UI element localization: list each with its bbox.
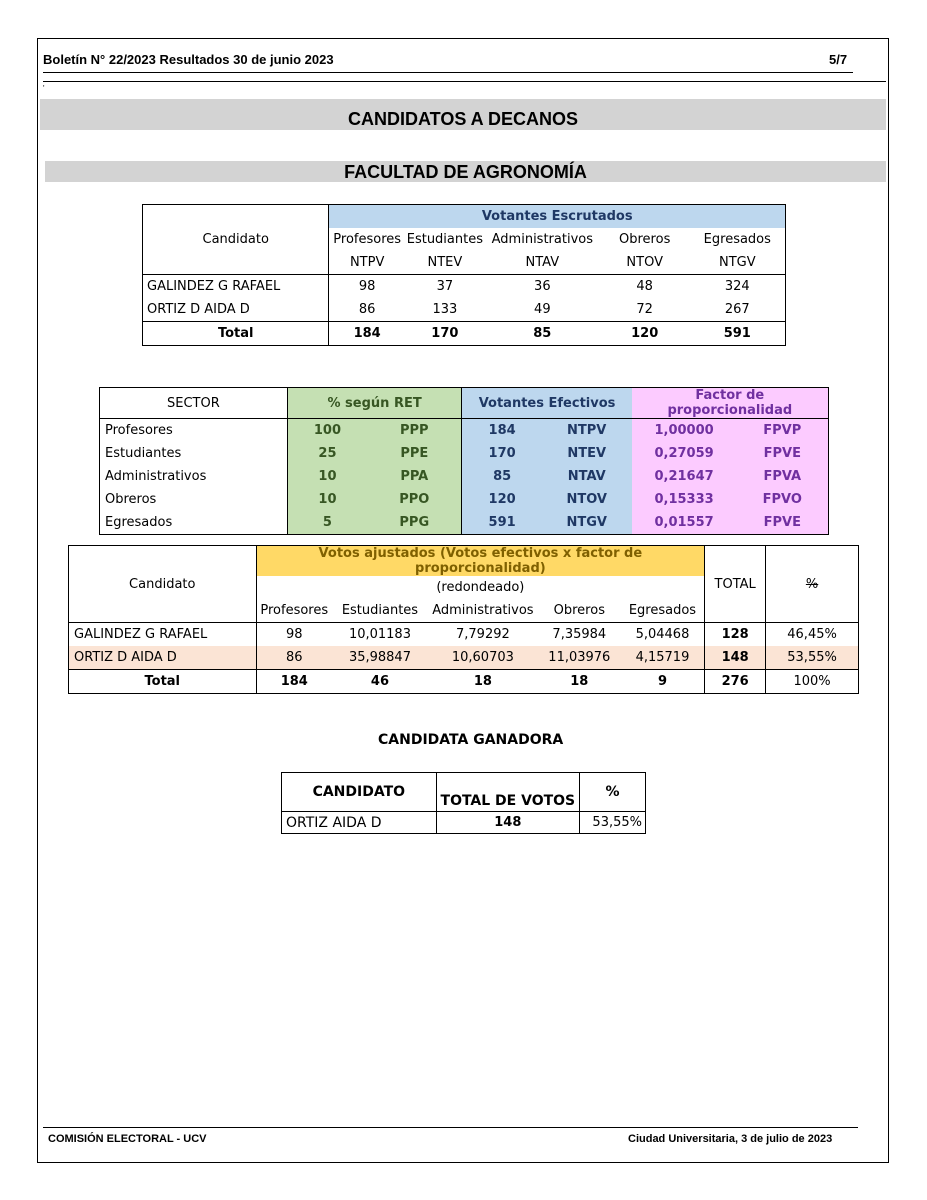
table-row [143, 275, 786, 299]
candidate-name: GALINDEZ G RAFAEL [143, 275, 329, 299]
factor-code: FPVP [737, 419, 829, 443]
factor-value: 1,00000 [632, 419, 737, 443]
winner-header-pct: % [580, 773, 646, 812]
votes-value: 591 [462, 511, 542, 535]
pct-code: PPO [367, 488, 462, 511]
row-total: 128 [705, 623, 766, 647]
table-factor-proporcionalidad [99, 387, 829, 535]
candidate-header: Candidato [129, 576, 196, 592]
cell: 7,35984 [538, 623, 621, 647]
pct-value: 100 [287, 419, 367, 443]
column-code: NTPV [329, 251, 405, 275]
header-divider-2 [43, 81, 886, 82]
votes-value: 184 [462, 419, 542, 443]
votes-code: NTGV [542, 511, 632, 535]
cell: 72 [636, 302, 653, 317]
factor-value: 0,27059 [632, 442, 737, 465]
ret-header: % según RET [287, 388, 462, 419]
factor-code: FPVA [737, 465, 829, 488]
bulletin-title: Boletín N° 22/2023 Resultados 30 de junio 2023 [43, 52, 334, 67]
cell: 48 [600, 275, 690, 299]
factor-value: 0,01557 [632, 511, 737, 535]
cell: 133 [432, 302, 458, 317]
sector-header: SECTOR [100, 388, 288, 419]
winner-votes: 148 [436, 812, 579, 834]
row-total: 148 [705, 646, 766, 670]
cell: 18 [538, 670, 621, 694]
footer-right: Ciudad Universitaria, 3 de julio de 2023 [628, 1133, 833, 1145]
winner-pct: 53,55% [580, 812, 646, 834]
cell: 5,04468 [621, 623, 705, 647]
column-header: Administrativos [432, 603, 534, 618]
votes-code: NTOV [542, 488, 632, 511]
column-header: Estudiantes [341, 603, 419, 618]
votes-value: 120 [462, 488, 542, 511]
table-votantes-escrutados [142, 204, 786, 346]
subheader: (redondeado) [256, 576, 705, 599]
cell: 267 [724, 302, 750, 317]
cell: 591 [690, 322, 786, 346]
row-pct: 53,55% [766, 646, 859, 670]
table-row [100, 511, 829, 535]
candidate-header: Candidato [202, 232, 269, 247]
pct-value: 25 [287, 442, 367, 465]
cell: 120 [600, 322, 690, 346]
column-code: NTOV [626, 255, 663, 270]
footer-left: COMISIÓN ELECTORAL - UCV [48, 1133, 207, 1145]
faculty-title: FACULTAD DE AGRONOMÍA [45, 161, 886, 182]
column-code: NTGV [718, 255, 756, 270]
votes-code: NTEV [542, 442, 632, 465]
header-divider [43, 72, 853, 73]
page-number: 5/7 [829, 52, 848, 67]
cell: 10,01183 [332, 623, 428, 647]
cell: 98 [256, 623, 332, 647]
factor-code: FPVE [737, 442, 829, 465]
sector-name: Estudiantes [105, 446, 182, 461]
factor-code: FPVO [737, 488, 829, 511]
cell: 37 [405, 275, 485, 299]
section-title: CANDIDATOS A DECANOS [40, 99, 886, 130]
cell: 36 [485, 275, 600, 299]
pct-value: 10 [287, 465, 367, 488]
factor-code: FPVE [737, 511, 829, 535]
total-header: TOTAL [705, 546, 766, 623]
pct-code: PPG [367, 511, 462, 535]
column-header: Obreros [553, 603, 605, 618]
winner-header-votes: TOTAL DE VOTOS [436, 773, 579, 812]
candidate-name: ORTIZ D AIDA D [74, 650, 177, 665]
table-row [143, 298, 786, 322]
cell: 18 [428, 670, 538, 694]
candidate-name: ORTIZ D AIDA D [147, 302, 250, 317]
sector-name: Obreros [105, 492, 157, 507]
cell: 46 [332, 670, 428, 694]
cell: 7,79292 [428, 623, 538, 647]
pct-code: PPA [367, 465, 462, 488]
cell: 49 [534, 302, 551, 317]
efectivos-header: Votantes Efectivos [462, 388, 632, 419]
total-label: Total [143, 322, 329, 346]
total-label: Total [69, 670, 257, 694]
candidate-name: GALINDEZ G RAFAEL [69, 623, 257, 647]
votes-code: NTAV [542, 465, 632, 488]
factor-value: 0,21647 [632, 465, 737, 488]
winner-header-candidate: CANDIDATO [282, 773, 437, 812]
factor-header: Factor de proporcionalidad [632, 388, 829, 419]
table-row [100, 488, 829, 511]
winner-title: CANDIDATA GANADORA [378, 732, 564, 748]
winner-name: ORTIZ AIDA D [282, 812, 437, 834]
sector-name: Egresados [105, 515, 173, 530]
sector-name: Administrativos [105, 469, 207, 484]
row-pct: 46,45% [766, 623, 859, 647]
table-row [100, 465, 829, 488]
pct-code: PPP [367, 419, 462, 443]
cell: 10,60703 [451, 650, 514, 665]
pct-code: PPE [367, 442, 462, 465]
column-header: Profesores [329, 228, 405, 251]
sector-name: Profesores [105, 423, 173, 438]
column-code: NTAV [525, 255, 560, 270]
total-row [143, 322, 786, 346]
votes-code: NTPV [542, 419, 632, 443]
tiny-mark: ' [43, 84, 45, 93]
cell: 324 [690, 275, 786, 299]
cell: 9 [621, 670, 705, 694]
grand-pct: 100% [766, 670, 859, 694]
table-winner [281, 772, 646, 834]
column-header: Estudiantes [406, 232, 483, 247]
table-row [69, 623, 859, 647]
factor-value: 0,15333 [632, 488, 737, 511]
table-votos-ajustados [68, 545, 859, 694]
pct-value: 5 [287, 511, 367, 535]
cell: 35,98847 [348, 650, 411, 665]
votes-value: 85 [462, 465, 542, 488]
cell: 170 [405, 322, 485, 346]
footer-divider [43, 1127, 858, 1128]
cell: 86 [329, 298, 405, 322]
cell: 85 [485, 322, 600, 346]
table-row-winner [69, 646, 859, 670]
table-row [100, 419, 829, 443]
column-header: Administrativos [491, 232, 593, 247]
column-header: Egresados [703, 232, 771, 247]
pct-value: 10 [287, 488, 367, 511]
cell: 86 [256, 646, 332, 670]
column-code: NTEV [427, 255, 463, 270]
votes-value: 170 [462, 442, 542, 465]
cell: 184 [329, 322, 405, 346]
total-row [69, 670, 859, 694]
cell: 184 [256, 670, 332, 694]
table-row [100, 442, 829, 465]
pct-header: % [766, 546, 859, 623]
grand-total: 276 [705, 670, 766, 694]
cell: 4,15719 [635, 650, 690, 665]
column-header: Egresados [628, 603, 697, 618]
column-header: Obreros [619, 232, 671, 247]
cell: 11,03976 [548, 650, 611, 665]
column-header: Profesores [256, 599, 332, 623]
group-header: Votantes Escrutados [329, 205, 786, 229]
cell: 98 [329, 275, 405, 299]
group-header: Votos ajustados (Votos efectivos x factor de proporcionalidad) [256, 546, 705, 577]
